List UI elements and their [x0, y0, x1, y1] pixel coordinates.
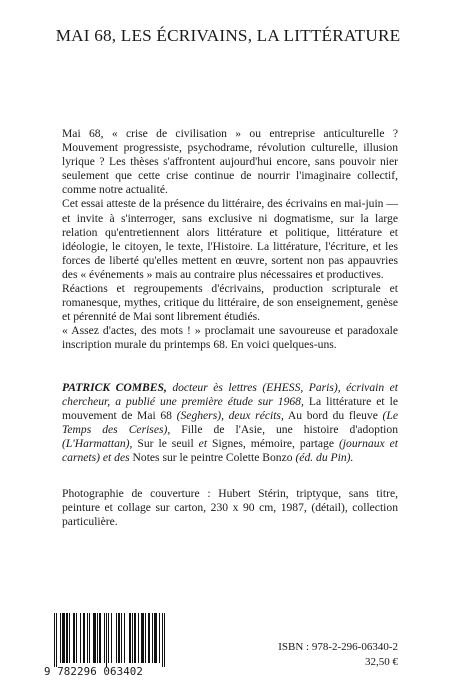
book-title: MAI 68, LES ÉCRIVAINS, LA LITTÉRATURE — [55, 26, 401, 45]
barcode-bar — [80, 613, 81, 663]
barcode-bar — [121, 613, 122, 663]
back-cover-summary — [62, 127, 398, 353]
barcode-bar — [164, 613, 165, 667]
barcode-bar — [99, 613, 101, 663]
book-join: et — [193, 437, 208, 451]
cover-photo-credit — [62, 487, 398, 529]
barcode-digits: 9 782296 063402 — [44, 665, 144, 678]
barcode-bar — [154, 613, 157, 663]
barcode-bar — [162, 613, 163, 667]
barcode-bar — [69, 613, 70, 663]
isbn-label: ISBN : 978-2-296-06340-2 — [278, 641, 398, 653]
photo-credit-text: Photographie de couverture : Hubert Stérin, triptyque, sans titre, peinture et collage sur carton, 230 x 90 cm, 1987, (détail), collection particulière. — [62, 487, 398, 529]
barcode-bar — [76, 613, 77, 663]
barcode-bar — [152, 613, 153, 663]
barcode-bar — [141, 613, 144, 663]
summary-paragraph: Cet essai atteste de la présence du littéraire, des écrivains en mai-juin — et invite à s'interroger, sans exclusive ni dogmatisme, sur la large relation qu'entretiennent alors littérature et politique, littérature et idéologie, le citoyen, le texte, l'Histoire. La littérature, l'écriture, et les forces de liberté qu'elles mettent en œuvre, sortent non pas appauvries des « événements » mais au contraire plus nécessaires et productives. — [62, 197, 398, 281]
barcode-bar — [111, 613, 112, 663]
barcode-bar — [60, 613, 61, 663]
barcode-bar — [145, 613, 146, 663]
book-title-2: Au bord du fleuve — [283, 409, 378, 423]
author-intro: docteur ès lettres (EHESS, Paris), écrivain et chercheur, a publié une première étude sur 1968, — [62, 381, 398, 409]
barcode-bar — [132, 613, 133, 663]
barcode-bar — [62, 613, 65, 663]
price-label: 32,50 € — [365, 656, 398, 668]
book-title-5: Signes, mémoire, partage — [207, 437, 334, 451]
barcode-bar — [87, 613, 88, 663]
author-bio — [62, 381, 398, 466]
summary-paragraph: « Assez d'actes, des mots ! » proclamait une savoureuse et paradoxale inscription murale du printemps 68. En voici quelques-uns. — [62, 324, 398, 352]
book-info-6: (éd. du Pin). — [292, 451, 354, 465]
barcode-bar — [106, 613, 107, 667]
author-name: PATRICK COMBES, — [62, 381, 167, 394]
barcode-bar — [124, 613, 125, 663]
barcode-bar — [66, 613, 68, 663]
barcode-bar — [93, 613, 96, 663]
book-title-6: Notes sur le peintre Colette Bonzo — [129, 451, 293, 465]
barcode-bar — [54, 613, 55, 667]
book-title-1: La littérature et le mouvement de Mai 68 — [62, 395, 398, 423]
book-info-1: (Seghers), deux récits, — [171, 409, 284, 423]
barcode-bar — [56, 613, 57, 667]
summary-paragraph: Mai 68, « crise de civilisation » ou entreprise anticulturelle ? Mouvement progressiste, psychodrame, révolution culturelle, illusion lyrique ? Les thèses s'affrontent aujourd'hui encore, sans pouvoir nier seulement que cette crise continue de nourrir l'imaginaire collectif, comme notre actualité. — [62, 127, 398, 197]
barcode-bar — [73, 613, 75, 663]
barcode-bar — [138, 613, 139, 663]
barcode-bars — [54, 613, 180, 663]
barcode — [44, 613, 182, 681]
barcode-bar — [83, 613, 85, 663]
barcode-bar — [104, 613, 105, 663]
barcode-bar — [134, 613, 136, 663]
barcode-bar — [89, 613, 90, 663]
barcode-bar — [148, 613, 150, 663]
barcode-bar — [159, 613, 160, 663]
summary-paragraph: Réactions et regroupements d'écrivains, production scripturale et romanesque, mythes, critique du littéraire, de son enseignement, genèse et pérennité de Mai sont librement étudiés. — [62, 282, 398, 324]
barcode-bar — [108, 613, 109, 663]
book-title-3: Fille de l'Asie, une histoire d'adoption — [170, 423, 398, 437]
book-info-3: (L'Harmattan), — [62, 437, 133, 451]
barcode-bar — [116, 613, 117, 663]
barcode-bar — [97, 613, 98, 663]
book-info-5: (journaux et carnets) et des — [62, 437, 399, 465]
barcode-bar — [129, 613, 131, 663]
book-info-2: (Le Temps des Cerises), — [62, 409, 398, 437]
barcode-bar — [118, 613, 120, 663]
book-title-4: Sur le seuil — [132, 437, 194, 451]
